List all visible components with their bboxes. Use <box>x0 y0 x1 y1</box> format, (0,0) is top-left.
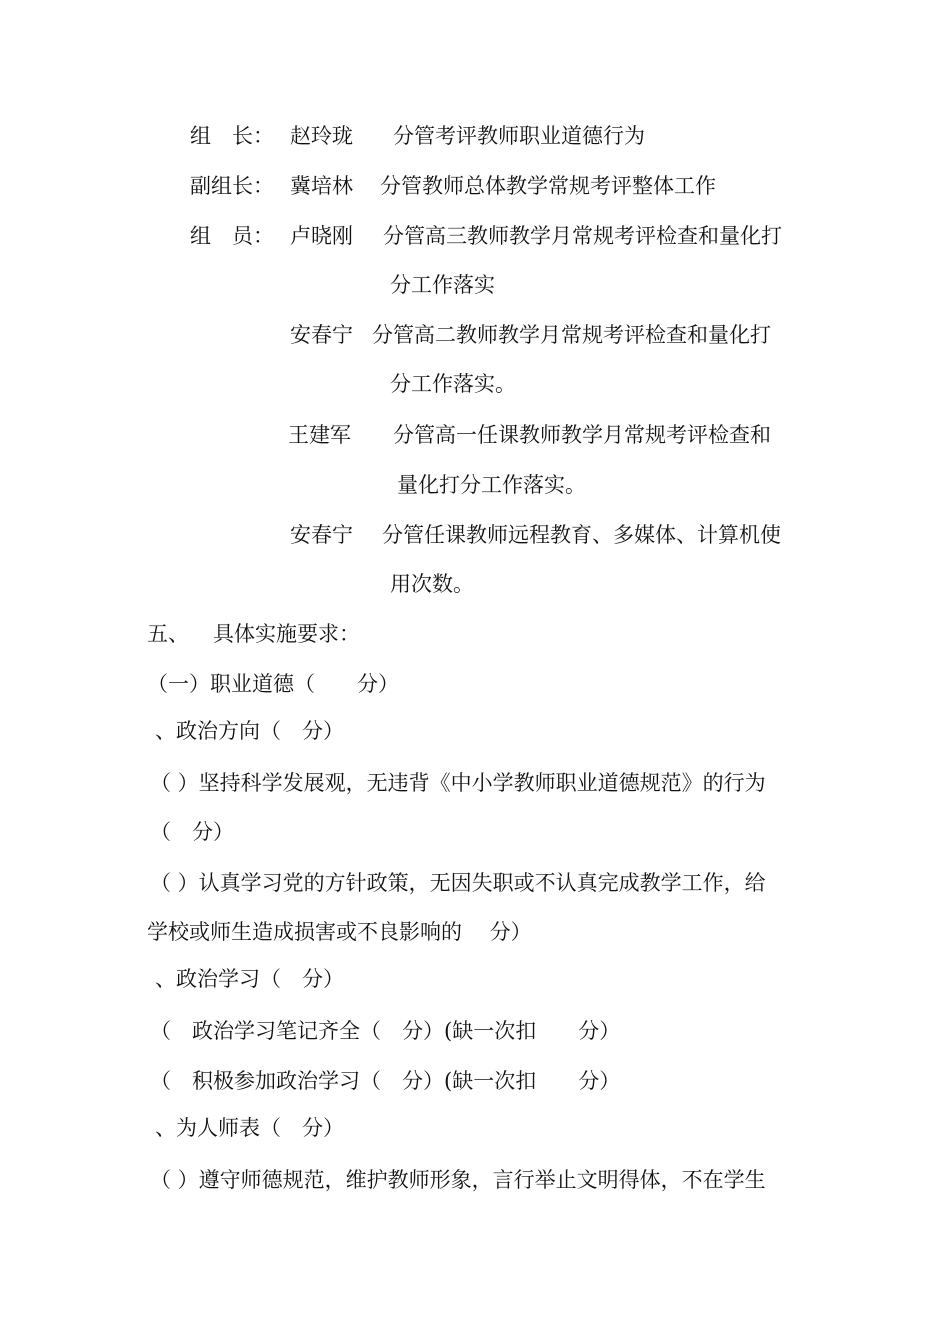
staff-duty: 分管考评教师职业道德行为 <box>393 124 645 148</box>
staff-duty-cont: 量化打分工作落实。 <box>397 473 586 497</box>
staff-duty: 分管高二教师教学月常规考评检查和量化打 <box>372 323 771 347</box>
body-line: 、政治方向（ 分） <box>155 719 344 743</box>
staff-name: 王建军 <box>288 423 351 447</box>
section-number: 五、 <box>147 622 189 646</box>
staff-name: 赵玲珑 <box>290 124 353 148</box>
staff-duty: 分管任课教师远程教育、多媒体、计算机使 <box>382 523 781 547</box>
staff-role: 组 员： <box>190 224 274 248</box>
body-line: （ ）认真学习党的方针政策，无因失职或不认真完成教学工作，给 <box>150 871 766 895</box>
body-line: （一）职业道德（ 分） <box>147 672 399 696</box>
staff-name: 安春宁 <box>290 323 353 347</box>
body-line: （ ）坚持科学发展观，无违背《中小学教师职业道德规范》的行为 <box>150 771 766 795</box>
body-line: （ ）遵守师德规范，维护教师形象，言行举止文明得体，不在学生 <box>150 1168 766 1192</box>
section-title: 具体实施要求： <box>213 622 360 646</box>
staff-duty-cont: 分工作落实。 <box>390 372 516 396</box>
body-line: 、为人师表（ 分） <box>155 1116 344 1140</box>
body-line: 、政治学习（ 分） <box>155 967 344 991</box>
staff-duty: 分管教师总体教学常规考评整体工作 <box>380 174 716 198</box>
staff-name: 冀培林 <box>290 174 353 198</box>
staff-name: 卢晓刚 <box>290 224 353 248</box>
staff-role: 副组长： <box>190 174 274 198</box>
staff-duty-cont: 用次数。 <box>390 572 474 596</box>
body-line: （ 积极参加政治学习（ 分）(缺一次扣 分） <box>150 1069 621 1093</box>
staff-duty: 分管高一任课教师教学月常规考评检查和 <box>393 423 771 447</box>
staff-duty: 分管高三教师教学月常规考评检查和量化打 <box>383 224 782 248</box>
staff-name: 安春宁 <box>290 523 353 547</box>
body-line: （ 分） <box>150 820 234 844</box>
staff-duty-cont: 分工作落实 <box>390 273 495 297</box>
body-line: （ 政治学习笔记齐全（ 分）(缺一次扣 分） <box>150 1019 621 1043</box>
staff-role: 组 长： <box>190 124 274 148</box>
body-line: 学校或师生造成损害或不良影响的 分） <box>147 920 532 944</box>
